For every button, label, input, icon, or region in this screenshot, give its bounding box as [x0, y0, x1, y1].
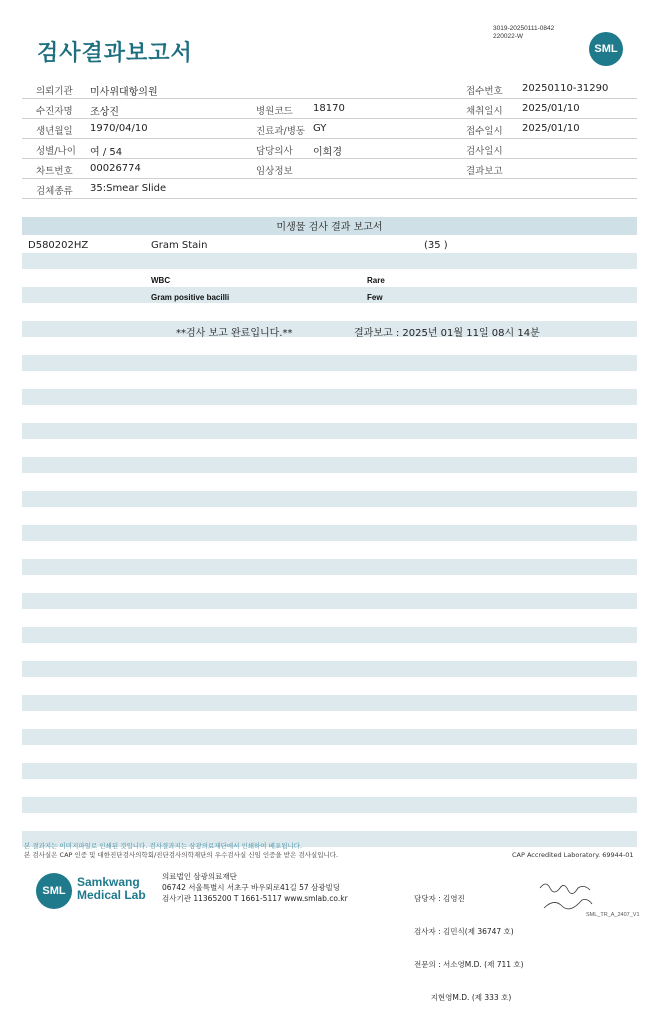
- info-label: 수진자명: [36, 106, 73, 117]
- page-title: 검사결과보고서: [37, 41, 193, 66]
- row-stripe: [22, 457, 637, 473]
- org-line: 의료법인 삼광의료재단: [162, 872, 237, 881]
- finding-value: Few: [367, 293, 383, 302]
- section-title: 미생물 검사 결과 보고서: [276, 222, 383, 233]
- row-stripe: [22, 729, 637, 745]
- finding-value: Rare: [367, 276, 385, 285]
- info-label: 채취일시: [466, 106, 503, 117]
- brand-line2: Medical Lab: [77, 888, 146, 902]
- info-row-divider: [22, 178, 637, 179]
- info-label: 접수일시: [466, 126, 503, 137]
- staff-line: 지현영M.D. (제 333 호): [414, 993, 512, 1002]
- test-name: Gram Stain: [151, 240, 208, 251]
- info-value: 18170: [313, 103, 345, 114]
- document-id: [493, 25, 554, 41]
- complete-message: **검사 보고 완료입니다.**: [176, 328, 293, 339]
- sml-logo: SML: [589, 32, 623, 66]
- info-label: 성별/나이: [36, 146, 76, 157]
- info-label: 결과보고: [466, 166, 503, 177]
- form-code: SML_TR_A_2407_V1: [586, 912, 640, 918]
- info-value: 조상진: [90, 107, 119, 118]
- info-row-divider: [22, 118, 637, 119]
- brand-name: [77, 876, 146, 902]
- info-value: 00026774: [90, 163, 141, 174]
- row-stripe: [22, 627, 637, 643]
- row-stripe: [22, 389, 637, 405]
- cap-accreditation: CAP Accredited Laboratory. 69944-01: [512, 851, 634, 859]
- row-stripe: [22, 797, 637, 813]
- row-stripe: [22, 559, 637, 575]
- info-value: 2025/01/10: [522, 123, 580, 134]
- row-stripe: [22, 287, 637, 303]
- row-stripe: [22, 525, 637, 541]
- info-row-divider: [22, 138, 637, 139]
- info-row-divider: [22, 98, 637, 99]
- document-id-line1: 3019-20250111-0842: [493, 25, 555, 32]
- staff-line: 검사자 : 김민식(제 36747 호): [414, 927, 514, 936]
- test-specimen: (35 ): [424, 240, 448, 251]
- staff-info: [414, 871, 524, 1014]
- info-value: 여 / 54: [90, 147, 123, 158]
- org-line: 검사기관 11365200 T 1661-5117 www.smlab.co.kr: [162, 894, 348, 903]
- info-label: 검체종류: [36, 186, 73, 197]
- row-stripe: [22, 253, 637, 269]
- info-label: 검사일시: [466, 146, 503, 157]
- staff-line: 담당자 : 김영진: [414, 894, 465, 903]
- test-code: D580202HZ: [28, 240, 89, 251]
- row-stripe: [22, 423, 637, 439]
- info-label: 접수번호: [466, 86, 503, 97]
- brand-logo: SML: [36, 873, 72, 909]
- info-value: GY: [313, 123, 327, 134]
- brand-line1: Samkwang: [77, 875, 140, 889]
- info-value: 미사위대항의원: [90, 87, 158, 98]
- info-label: 임상정보: [256, 166, 293, 177]
- info-value: 2025/01/10: [522, 103, 580, 114]
- row-stripe: [22, 355, 637, 371]
- info-row-divider: [22, 198, 637, 199]
- row-stripe: [22, 661, 637, 677]
- row-stripe: [22, 491, 637, 507]
- info-value: 1970/04/10: [90, 123, 148, 134]
- finding-name: WBC: [151, 276, 171, 285]
- info-label: 생년월일: [36, 126, 73, 137]
- organization-info: [162, 871, 348, 904]
- info-label: 의뢰기관: [36, 86, 73, 97]
- info-label: 담당의사: [256, 146, 293, 157]
- info-label: 진료과/병동: [256, 126, 306, 137]
- row-stripe: [22, 593, 637, 609]
- info-value: 35:Smear Slide: [90, 183, 167, 194]
- row-stripe: [22, 695, 637, 711]
- report-time: 결과보고 : 2025년 01월 11일 08시 14분: [354, 328, 540, 339]
- footer-notice-cap: 본 검사실은 CAP 인증 및 대한진단검사의학회/진단검사의학재단의 우수검사실 신임 인증을 받은 검사실입니다.: [24, 851, 339, 859]
- info-row-divider: [22, 158, 637, 159]
- info-label: 병원코드: [256, 106, 293, 117]
- info-value: 20250110-31290: [522, 83, 609, 94]
- finding-name: Gram positive bacilli: [151, 293, 230, 302]
- document-id-line2: 220022-W: [493, 33, 523, 40]
- signature-image: [536, 878, 596, 914]
- footer-notice-print: 본 결과지는 이미지파일로 인쇄된 것입니다. 검사결과지는 삼광의료재단에서 인쇄하여 배포됩니다.: [24, 842, 303, 850]
- org-line: 06742 서울특별시 서초구 바우뫼로41길 57 삼광빌딩: [162, 883, 341, 892]
- info-label: 차트번호: [36, 166, 73, 177]
- row-stripe: [22, 763, 637, 779]
- row-stripe: [22, 321, 637, 337]
- info-value: 이희경: [313, 147, 342, 158]
- staff-line: 전문의 : 서소영M.D. (제 711 호): [414, 960, 524, 969]
